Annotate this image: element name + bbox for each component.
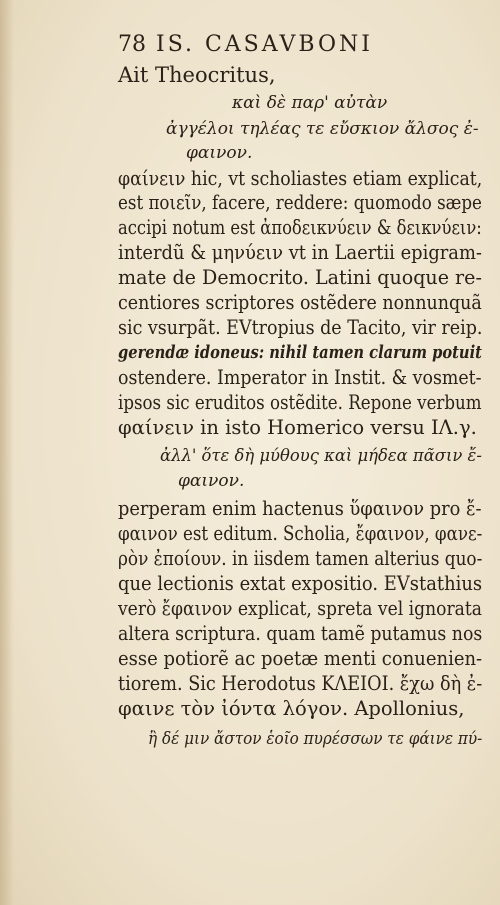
text-line: ostendere. Imperator in Instit. & vosmet-: [118, 366, 482, 389]
text-line: altera scriptura. quam tamẽ putamus nos: [118, 622, 483, 645]
text-line: Ait Theocritus,: [118, 63, 276, 87]
greek-verse-line: φαινον.: [186, 143, 253, 163]
greek-verse-line: ἀγγέλοι τηλέας τε εὔσκιον ἄλσος ἐ-: [166, 119, 479, 139]
running-head: [118, 32, 373, 58]
text-line: est ποιεῖν, facere, reddere: quomodo sæpe: [118, 191, 482, 214]
text-line: ρὸν ἐποίουν. in iisdem tamen alterius quo-: [118, 547, 483, 570]
text-line: que lectionis extat expositio. EVstathius: [118, 572, 483, 595]
greek-verse-line: ἢ δέ μιν ἄστον ἑοῖο πυρέσσων τε φάινε πύ-: [148, 729, 483, 749]
text-line: perperam enim hactenus ὕφαινον pro ἔ-: [118, 497, 482, 520]
text-line: sic vsurpãt. EVtropius de Tacito, vir reip.: [118, 316, 483, 339]
text-line: verò ἔφαινον explicat, spreta vel ignorata: [118, 597, 483, 620]
running-head-author: IS. CASAVBONI: [156, 32, 373, 57]
text-line: φαίνειν in isto Homerico versu ΙΛ.γ.: [118, 416, 477, 439]
text-line: mate de Democrito. Latini quoque re-: [118, 266, 482, 289]
greek-verse-line: καὶ δὲ παρ' αὐτὰν: [232, 93, 388, 113]
page-number: 78: [118, 32, 146, 57]
text-line: φαίνειν hic, vt scholiastes etiam explicat,: [118, 167, 483, 190]
text-line: tiorem. Sic Herodotus ΚΛΕΙΟΙ. ἔχω δὴ ἐ-: [118, 672, 483, 695]
binding-gutter: [0, 0, 14, 905]
italic-quotation-line: gerendæ idoneus: nihil tamen clarum potuit: [118, 342, 482, 363]
text-line: interdũ & μηνύειν vt in Laertii epigram-: [118, 241, 482, 264]
text-line: accipi notum est ἀποδεικνύειν & δεικνύειν:: [118, 216, 482, 239]
greek-verse-line: ἀλλ' ὅτε δὴ μύθους καὶ μήδεα πᾶσιν ἔ-: [160, 446, 482, 466]
text-line: φαινε τὸν ἰόντα λόγον. Apollonius,: [118, 697, 465, 720]
text-line: centiores scriptores ostẽdere nonnunquã: [118, 291, 482, 314]
text-line: ipsos sic eruditos ostẽdite. Repone verbum: [118, 391, 482, 414]
text-line: esse potiorẽ ac poetæ menti conuenien-: [118, 647, 483, 670]
greek-verse-line: φαινον.: [178, 471, 245, 491]
text-line: φαινον est editum. Scholia, ἔφαινον, φανε-: [118, 522, 483, 545]
